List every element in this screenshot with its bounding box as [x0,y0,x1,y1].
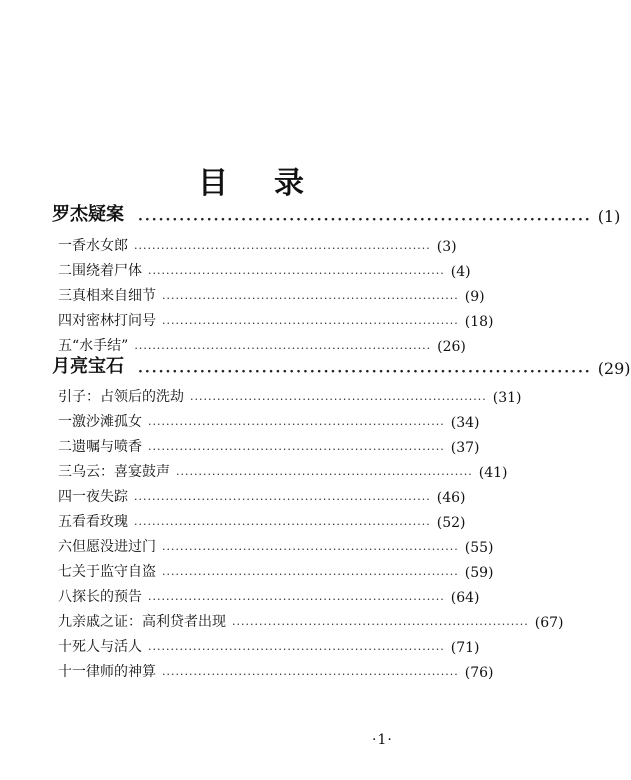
leader-dots: ·································································· [162,317,459,330]
leader-dots: ·································································· [162,568,459,581]
chapter-number: 八 [58,589,72,605]
toc-entry[interactable] [0,484,504,506]
chapter-page-number: (31) [492,390,522,406]
toc-entry[interactable] [0,233,504,255]
section-page-number: (1) [597,207,621,226]
chapter-title: 看看玫瑰 [72,514,128,530]
leader-dots: ·································································· [148,418,445,431]
page-number: ·1· [372,732,393,748]
toc-entry[interactable] [0,534,504,556]
chapter-title: 亲戚之证：高利贷者出现 [72,614,226,630]
chapter-page-number: (18) [464,314,494,330]
chapter-number: 引子： [58,389,100,405]
chapter-number: 二 [58,263,72,279]
toc-entry[interactable] [0,609,564,631]
leader-dots: ·································································· [162,543,459,556]
chapter-number: 四 [58,489,72,505]
leader-dots: ·································································· [148,593,445,606]
leader-dots: ·································································· [138,364,592,380]
leader-dots: ·································································· [138,212,592,228]
chapter-number: 九 [58,614,72,630]
chapter-title: 一夜失踪 [72,489,128,505]
chapter-title: 香水女郎 [72,238,128,254]
chapter-title: 乌云：喜宴鼓声 [72,464,170,480]
chapter-page-number: (55) [464,540,494,556]
chapter-page-number: (9) [464,289,485,305]
toc-entry[interactable] [0,409,504,431]
page-title [0,158,504,202]
section-title: 罗杰疑案 [52,204,124,225]
title-char-1: 目 [198,166,230,201]
toc-entry[interactable] [0,659,504,681]
chapter-page-number: (64) [450,590,480,606]
leader-dots: ·································································· [176,468,473,481]
chapter-number: 五 [58,514,72,530]
chapter-page-number: (26) [437,339,466,355]
chapter-number: 五 [58,338,72,354]
chapter-title: 关于监守自盗 [72,564,156,580]
chapter-title: 对密林打问号 [72,313,156,329]
chapter-page-number: (3) [436,239,457,255]
chapter-number: 四 [58,313,72,329]
chapter-page-number: (4) [450,264,471,280]
chapter-number: 六 [58,539,72,555]
chapter-page-number: (59) [464,565,494,581]
chapter-title: 探长的预告 [72,589,142,605]
toc-entry[interactable] [0,634,504,656]
leader-dots: ·································································· [148,267,445,280]
chapter-title: 激沙滩孤女 [72,414,142,430]
toc-entry[interactable] [0,509,504,531]
chapter-title: “水手结” [72,338,129,354]
leader-dots: ·································································· [162,292,459,305]
leader-dots: ·································································· [134,518,431,531]
toc-entry[interactable] [0,384,522,406]
leader-dots: ·································································· [134,242,431,255]
chapter-number: 七 [58,564,72,580]
leader-dots: ·································································· [148,443,445,456]
chapter-page-number: (67) [534,615,564,631]
leader-dots: ·································································· [232,618,529,631]
toc-entry[interactable] [0,308,504,330]
chapter-number: 十 [58,639,72,655]
chapter-number: 二 [58,439,72,455]
section-page-number: (29) [597,359,631,378]
toc-entry[interactable] [0,459,508,481]
leader-dots: ·································································· [162,668,459,681]
chapter-number: 三 [58,464,72,480]
section-title: 月亮宝石 [52,356,124,377]
toc-entry[interactable] [0,434,504,456]
chapter-title: 死人与活人 [72,639,142,655]
chapter-title: 遗嘱与喷香 [72,439,142,455]
chapter-title: 但愿没进过门 [72,539,156,555]
chapter-number: 一 [58,414,72,430]
toc-section-1[interactable] [0,204,621,228]
leader-dots: ·································································· [134,493,431,506]
chapter-title: 真相来自细节 [72,288,156,304]
chapter-page-number: (52) [436,515,466,531]
leader-dots: ·································································· [134,342,432,355]
title-char-2: 录 [274,166,306,201]
chapter-page-number: (37) [450,440,480,456]
toc-section-2[interactable] [0,356,631,380]
chapter-title: 律师的神算 [86,664,156,680]
chapter-title: 围绕着尸体 [72,263,142,279]
chapter-number: 一 [58,238,72,254]
chapter-page-number: (76) [464,665,494,681]
chapter-page-number: (34) [450,415,480,431]
toc-entry[interactable] [0,559,504,581]
leader-dots: ·································································· [190,393,487,406]
toc-entry[interactable] [0,283,504,305]
leader-dots: ·································································· [148,643,445,656]
toc-entry[interactable] [0,258,504,280]
chapter-page-number: (41) [478,465,508,481]
chapter-title: 占领后的洗劫 [100,389,184,405]
chapter-number: 十一 [58,664,86,680]
chapter-number: 三 [58,288,72,304]
chapter-page-number: (46) [436,490,466,506]
toc-entry[interactable] [0,584,504,606]
chapter-page-number: (71) [450,640,480,656]
